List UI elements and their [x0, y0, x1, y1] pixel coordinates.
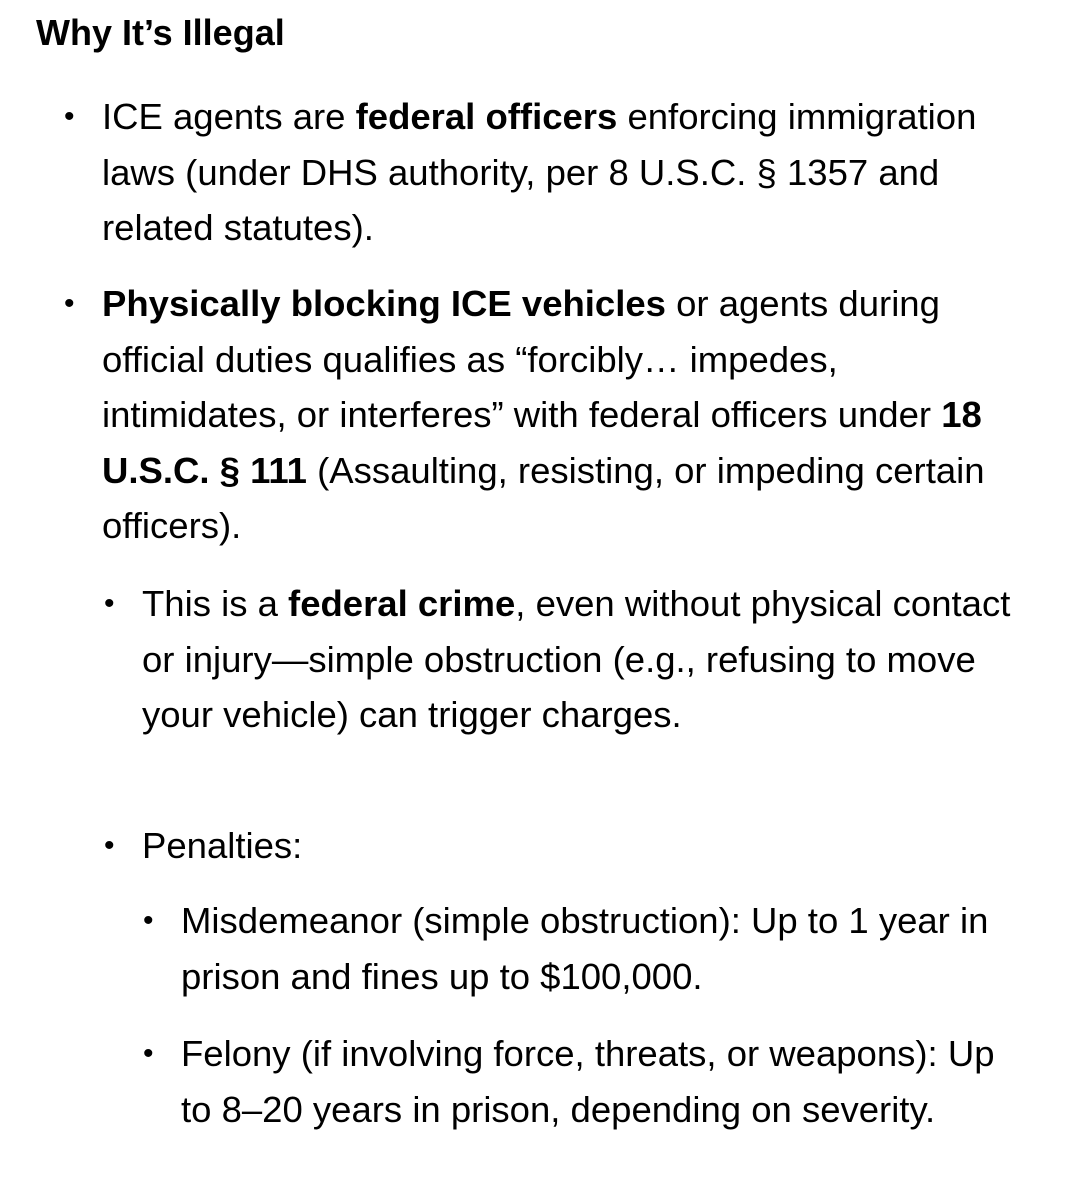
- item-text: This is a: [142, 583, 289, 624]
- section-heading: Why It’s Illegal: [36, 12, 285, 53]
- item-text: Penalties:: [142, 825, 303, 866]
- list-item: [181, 893, 1021, 1004]
- bullet-dot: •: [104, 829, 115, 862]
- bullet-dot: •: [64, 287, 75, 320]
- item-text: Misdemeanor (simple obstruction): Up to 1 year in prison and fines up to $100,000.: [181, 900, 989, 997]
- item-bold-text: 18 U.S.C. § 111: [102, 394, 982, 491]
- item-text: or agents during official duties qualifies as “forcibly… impedes, intimidates, or interferes” with federal officers under: [102, 283, 942, 435]
- item-text: (Assaulting, resisting, or impeding certain officers).: [102, 449, 985, 546]
- item-text: ICE agents are: [102, 96, 356, 137]
- item-text: enforcing immigration laws (under DHS authority, per 8 U.S.C. § 1357 and related statutes).: [102, 96, 977, 248]
- bullet-dot: •: [64, 100, 75, 133]
- list-item: [142, 576, 1022, 743]
- item-bold-text: federal officers: [355, 96, 618, 137]
- bullet-dot: •: [143, 904, 154, 937]
- item-text: , even without physical contact or injury—simple obstruction (e.g., refusing to move your vehicle) can trigger charges.: [142, 583, 1011, 735]
- item-bold-text: Physically blocking ICE vehicles: [102, 283, 666, 324]
- list-item: [142, 818, 1022, 874]
- item-text: Felony (if involving force, threats, or weapons): Up to 8–20 years in prison, depending on severity.: [181, 1033, 995, 1130]
- list-item: [181, 1026, 1021, 1137]
- item-bold-text: federal crime: [288, 583, 516, 624]
- list-item: [102, 89, 1002, 256]
- list-item: [102, 276, 1022, 554]
- bullet-dot: •: [143, 1037, 154, 1070]
- bullet-dot: •: [104, 587, 115, 620]
